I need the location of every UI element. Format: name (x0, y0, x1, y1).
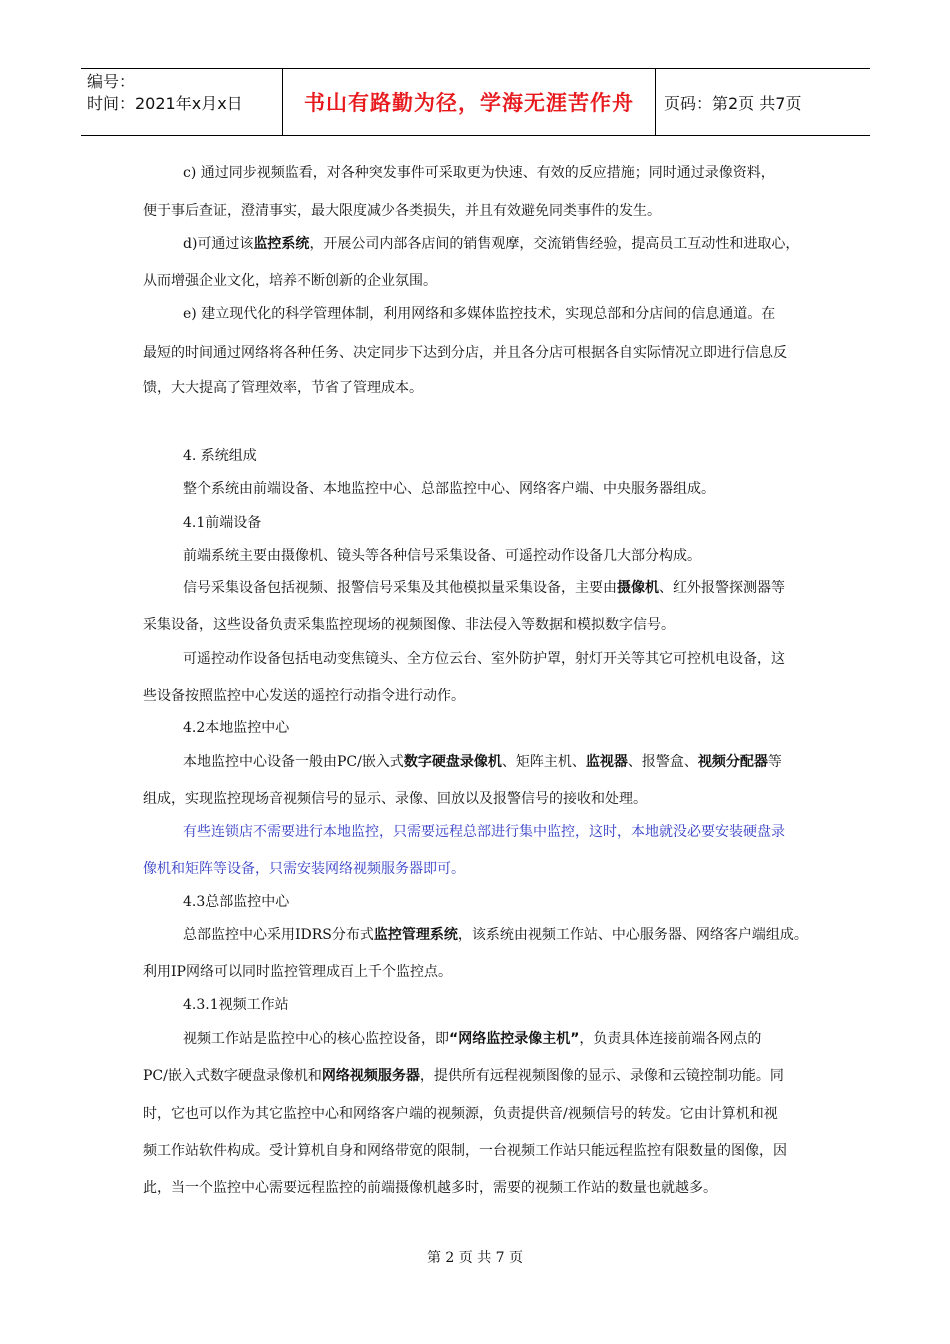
section-4-2-note-line1: 有些连锁店不需要进行本地监控，只需要远程总部进行集中监控，这时，本地就没必要安装硬盘录 (183, 824, 785, 840)
section-4-3-1-line2 (143, 1065, 818, 1085)
page-header (81, 68, 870, 136)
section-heading-4-2: 4.2本地监控中心 (183, 720, 290, 736)
header-meta (81, 69, 282, 135)
section-4-2-note-line2: 像机和矩阵等设备，只需安装网络视频服务器即可。 (143, 861, 465, 877)
section-4-3-1-line4: 频工作站软件构成。受计算机自身和网络带宽的限制，一台视频工作站只能远程监控有限数量的图像，因 (143, 1143, 787, 1159)
paragraph-d-line1 (143, 233, 818, 253)
section-4-1-para3-line2: 些设备按照监控中心发送的遥控行动指令进行动作。 (143, 688, 465, 704)
text-span: 、红外报警探测器等 (659, 580, 785, 596)
paragraph-e-line1: e) 建立现代化的科学管理体制，利用网络和多媒体监控技术，实现总部和分店间的信息通道。在 (183, 306, 776, 322)
text-span: 、报警盒、 (627, 754, 698, 770)
section-4-1-para2-line1 (143, 577, 818, 597)
paragraph-d-line2: 从而增强企业文化，培养不断创新的企业氛围。 (143, 273, 437, 289)
section-heading-4: 4. 系统组成 (183, 448, 257, 464)
text-span: ，开展公司内部各店间的销售观摩，交流销售经验，提高员工互动性和进取心， (309, 236, 800, 252)
bold-term: 监控管理系统 (373, 927, 458, 943)
bold-term: 摄像机 (617, 580, 659, 596)
paragraph-e-line2: 最短的时间通过网络将各种任务、决定同步下达到分店，并且各分店可根据各自实际情况立即进行信息反 (143, 345, 787, 361)
header-motto: 书山有路勤为径，学海无涯苦作舟 (282, 69, 656, 135)
section-heading-4-3: 4.3总部监控中心 (183, 894, 290, 910)
bold-term: 视频分配器 (697, 754, 768, 770)
section-4-3-para1-line2: 利用IP网络可以同时监控管理成百上千个监控点。 (143, 964, 452, 980)
section-4-2-para1-line2: 组成，实现监控现场音视频信号的显示、录像、回放以及报警信号的接收和处理。 (143, 791, 647, 807)
text-span: ，负责具体连接前端各网点的 (579, 1031, 762, 1047)
bold-term: 监视器 (585, 754, 628, 770)
section-heading-4-1: 4.1前端设备 (183, 515, 262, 531)
paragraph-c-line2: 便于事后查证，澄清事实，最大限度减少各类损失，并且有效避免同类事件的发生。 (143, 203, 661, 219)
section-4-3-1-line3: 时，它也可以作为其它监控中心和网络客户端的视频源，负责提供音/视频信号的转发。它由计算机和视 (143, 1106, 778, 1122)
header-number: 编号： (87, 72, 136, 91)
section-4-1-para1: 前端系统主要由摄像机、镜头等各种信号采集设备、可遥控动作设备几大部分构成。 (183, 548, 701, 564)
section-4-1-para3-line1: 可遥控动作设备包括电动变焦镜头、全方位云台、室外防护罩，射灯开关等其它可控机电设备，这 (183, 651, 785, 667)
text-span: 视频工作站是监控中心的核心监控设备，即 (183, 1031, 449, 1047)
bold-term: 数字硬盘录像机 (403, 754, 502, 770)
header-time: 时间：2021年x月x日 (87, 94, 243, 113)
section-4-1-para2-line2: 采集设备，这些设备负责采集监控现场的视频图像、非法侵入等数据和模拟数字信号。 (143, 617, 675, 633)
section-4-3-1-line5: 此，当一个监控中心需要远程监控的前端摄像机越多时，需要的视频工作站的数量也就越多。 (143, 1180, 717, 1196)
section-4-3-1-line1 (143, 1028, 818, 1048)
text-span: 等 (767, 754, 782, 770)
section-4-body: 整个系统由前端设备、本地监控中心、总部监控中心、网络客户端、中央服务器组成。 (183, 481, 715, 497)
header-page-label: 页码：第2页 共7页 (664, 93, 802, 113)
section-4-2-para1-line1 (143, 751, 818, 771)
bold-term: 网络视频服务器 (321, 1068, 420, 1084)
paragraph-c-line1: c) 通过同步视频监看，对各种突发事件可采取更为快速、有效的反应措施；同时通过录像资料， (183, 165, 775, 181)
text-span: 、矩阵主机、 (501, 754, 586, 770)
paragraph-e-line3: 馈，大大提高了管理效率，节省了管理成本。 (143, 380, 423, 396)
text-span: 总部监控中心采用IDRS分布式 (183, 927, 374, 943)
text-span: ，提供所有远程视频图像的显示、录像和云镜控制功能。同 (419, 1068, 784, 1084)
bold-term: 监控系统 (253, 236, 310, 252)
section-4-3-para1-line1 (143, 924, 818, 944)
section-heading-4-3-1: 4.3.1视频工作站 (183, 997, 289, 1013)
bold-term: “网络监控录像主机” (449, 1031, 580, 1047)
text-span: PC/嵌入式数字硬盘录像机和 (143, 1068, 322, 1084)
text-span: d)可通过该 (183, 236, 254, 252)
text-span: 本地监控中心设备一般由PC/嵌入式 (183, 754, 404, 770)
text-span: 信号采集设备包括视频、报警信号采集及其他模拟量采集设备，主要由 (183, 580, 617, 596)
page-footer: 第 2 页 共 7 页 (426, 1250, 524, 1266)
text-span: ，该系统由视频工作站、中心服务器、网络客户端组成。 (457, 927, 808, 943)
